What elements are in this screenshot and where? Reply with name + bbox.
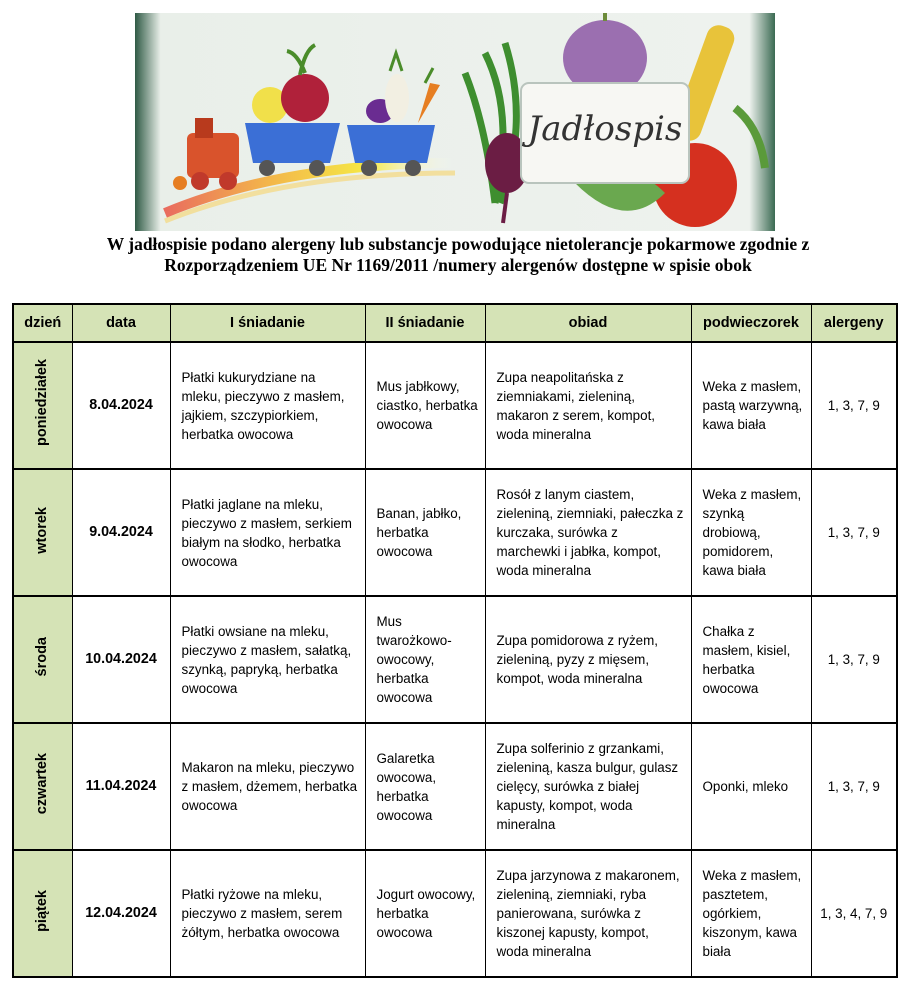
- allergens-cell: 1, 3, 4, 7, 9: [811, 850, 897, 977]
- day-cell: [13, 342, 72, 469]
- table-row: [13, 596, 897, 723]
- header-day: dzień: [13, 304, 72, 342]
- lunch-cell: Rosół z lanym ciastem, zieleniną, ziemniaki, pałeczka z kurczaka, surówka z marchewki i jabłka, kompot, woda mineralna: [485, 469, 691, 596]
- allergen-notice-heading: [0, 234, 916, 276]
- header-breakfast-1: I śniadanie: [170, 304, 365, 342]
- heading-line-2: Rozporządzeniem UE Nr 1169/2011 /numery alergenów dostępne w spisie obok: [164, 255, 752, 275]
- breakfast-1-cell: Płatki kukurydziane na mleku, pieczywo z masłem, jajkiem, szczypiorkiem, herbatka owocowa: [170, 342, 365, 469]
- day-cell: [13, 596, 72, 723]
- date-cell: 8.04.2024: [72, 342, 170, 469]
- day-label: poniedziałek: [34, 359, 51, 447]
- lunch-cell: Zupa solferinio z grzankami, zieleniną, kasza bulgur, gulasz cielęcy, surówka z białej kapusty, kompot, woda mineralna: [485, 723, 691, 850]
- snack-cell: Chałka z masłem, kisiel, herbatka owocowa: [691, 596, 811, 723]
- lunch-cell: Zupa neapolitańska z ziemniakami, zieleniną, makaron z serem, kompot, woda mineralna: [485, 342, 691, 469]
- date-cell: 11.04.2024: [72, 723, 170, 850]
- lunch-cell: Zupa jarzynowa z makaronem, zieleniną, ziemniaki, ryba panierowana, surówka z kiszonej kapusty, kompot, woda mineralna: [485, 850, 691, 977]
- breakfast-2-cell: Galaretka owocowa, herbatka owocowa: [365, 723, 485, 850]
- vegetable-train-illustration: [135, 13, 775, 231]
- snack-cell: Weka z masłem, pastą warzywną, kawa biała: [691, 342, 811, 469]
- table-row: [13, 342, 897, 469]
- table-row: [13, 723, 897, 850]
- breakfast-1-cell: Makaron na mleku, pieczywo z masłem, dżemem, herbatka owocowa: [170, 723, 365, 850]
- day-label: piątek: [34, 890, 51, 932]
- snack-cell: Weka z masłem, szynką drobiową, pomidorem, kawa biała: [691, 469, 811, 596]
- day-cell: [13, 469, 72, 596]
- allergens-cell: 1, 3, 7, 9: [811, 596, 897, 723]
- weekly-menu-table: [12, 303, 898, 978]
- heading-line-1: W jadłospisie podano alergeny lub substancje powodujące nietolerancje pokarmowe zgodnie z: [106, 234, 810, 254]
- snack-cell: Weka z masłem, pasztetem, ogórkiem, kiszonym, kawa biała: [691, 850, 811, 977]
- allergens-cell: 1, 3, 7, 9: [811, 723, 897, 850]
- breakfast-1-cell: Płatki ryżowe na mleku, pieczywo z masłem, serem żółtym, herbatka owocowa: [170, 850, 365, 977]
- allergens-cell: 1, 3, 7, 9: [811, 342, 897, 469]
- breakfast-1-cell: Płatki owsiane na mleku, pieczywo z masłem, sałatką, szynką, papryką, herbatka owocowa: [170, 596, 365, 723]
- banner-image: [135, 13, 775, 231]
- date-cell: 12.04.2024: [72, 850, 170, 977]
- day-label: środa: [34, 637, 51, 677]
- day-cell: [13, 850, 72, 977]
- breakfast-1-cell: Płatki jaglane na mleku, pieczywo z masłem, serkiem białym na słodko, herbatka owocowa: [170, 469, 365, 596]
- breakfast-2-cell: Banan, jabłko, herbatka owocowa: [365, 469, 485, 596]
- snack-cell: Oponki, mleko: [691, 723, 811, 850]
- banner-script-title: Jadłospis: [527, 109, 683, 149]
- header-snack: podwieczorek: [691, 304, 811, 342]
- allergens-cell: 1, 3, 7, 9: [811, 469, 897, 596]
- table-header-row: [13, 304, 897, 342]
- date-cell: 9.04.2024: [72, 469, 170, 596]
- day-label: czwartek: [34, 753, 51, 815]
- table-row: [13, 469, 897, 596]
- header-lunch: obiad: [485, 304, 691, 342]
- header-allergens: alergeny: [811, 304, 897, 342]
- header-date: data: [72, 304, 170, 342]
- day-label: wtorek: [34, 506, 51, 554]
- header-breakfast-2: II śniadanie: [365, 304, 485, 342]
- day-cell: [13, 723, 72, 850]
- breakfast-2-cell: Mus jabłkowy, ciastko, herbatka owocowa: [365, 342, 485, 469]
- table-row: [13, 850, 897, 977]
- date-cell: 10.04.2024: [72, 596, 170, 723]
- breakfast-2-cell: Jogurt owocowy, herbatka owocowa: [365, 850, 485, 977]
- breakfast-2-cell: Mus twarożkowo-owocowy, herbatka owocowa: [365, 596, 485, 723]
- lunch-cell: Zupa pomidorowa z ryżem, zieleniną, pyzy z mięsem, kompot, woda mineralna: [485, 596, 691, 723]
